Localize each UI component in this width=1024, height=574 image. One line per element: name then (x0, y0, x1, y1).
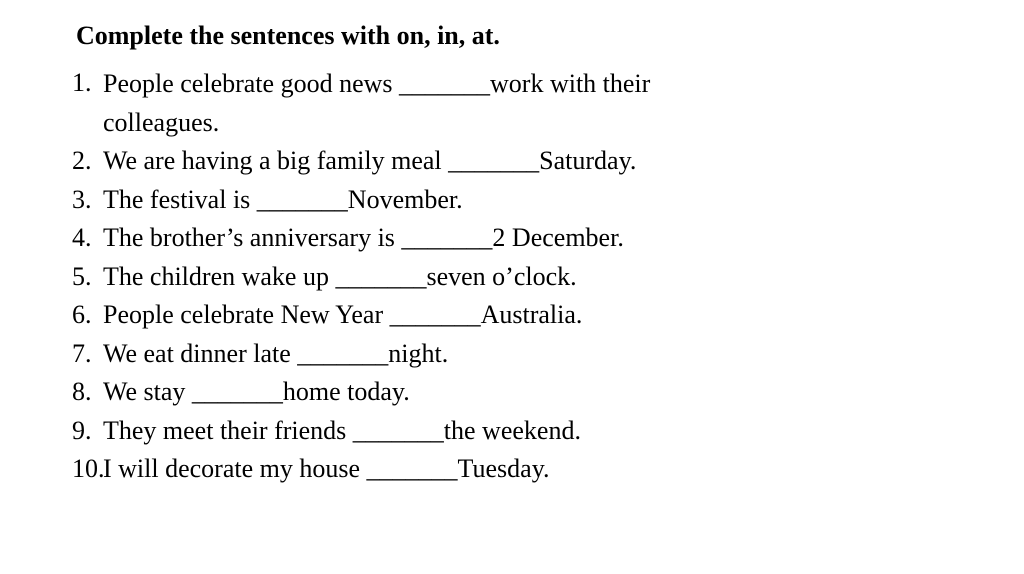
sentence-item (72, 450, 772, 489)
sentence-text: They meet their friends _______the weekend. (103, 415, 581, 445)
sentence-item (72, 142, 772, 181)
sentence-number: 2. (72, 146, 92, 175)
sentence-number: 6. (72, 300, 92, 329)
sentence-item (72, 335, 772, 374)
sentence-item (72, 258, 772, 297)
sentence-text: The children wake up _______seven o’clock. (103, 261, 577, 291)
sentence-item (72, 181, 772, 220)
sentence-text: We stay _______home today. (103, 377, 410, 406)
sentence-number: 10. (72, 454, 105, 483)
sentence-text: People celebrate New Year _______Australia. (103, 300, 583, 329)
sentence-list (72, 64, 772, 489)
sentence-item (72, 296, 772, 335)
sentence-item (72, 64, 772, 142)
exercise-title: Complete the sentences with on, in, at. (76, 21, 500, 50)
sentence-item (72, 412, 772, 451)
sentence-text: The brother’s anniversary is _______2 December. (103, 223, 624, 252)
sentence-number: 5. (72, 261, 92, 291)
sentence-number: 4. (72, 223, 92, 252)
sentence-text: The festival is _______November. (103, 184, 463, 214)
sentence-text: I will decorate my house _______Tuesday. (103, 454, 550, 483)
sentence-number: 1. (72, 68, 92, 97)
sentence-item (72, 373, 772, 412)
sentence-number: 3. (72, 184, 92, 214)
sentence-number: 9. (72, 415, 92, 445)
sentence-text: We eat dinner late _______night. (103, 338, 449, 368)
sentence-text: We are having a big family meal _______Saturday. (103, 146, 637, 175)
sentence-number: 7. (72, 338, 92, 368)
sentence-item (72, 219, 772, 258)
sentence-text: People celebrate good news _______work with their colleagues. (103, 69, 651, 137)
sentence-number: 8. (72, 377, 92, 406)
